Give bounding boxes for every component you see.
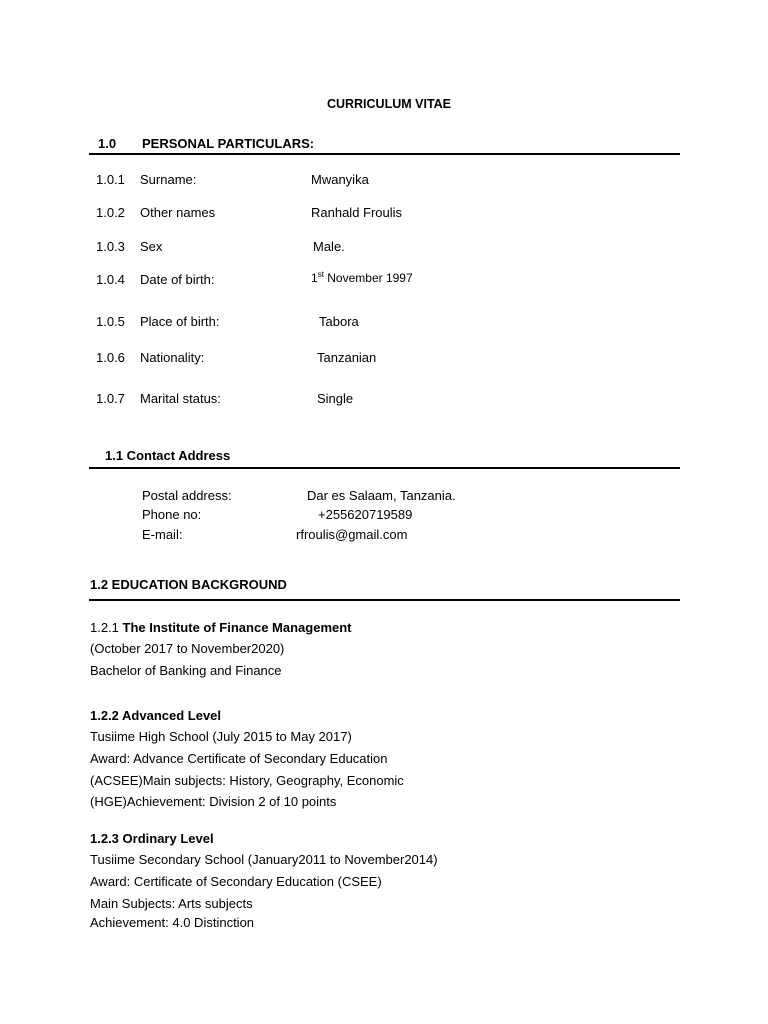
section-divider-contact [89, 467, 680, 469]
row-number: 1.0.4 [96, 272, 125, 287]
ordinary-level-heading: 1.2.3 Ordinary Level [90, 831, 214, 846]
advanced-level-heading: 1.2.2 Advanced Level [90, 708, 222, 723]
advanced-level-line: Tusiime High School (July 2015 to May 2017) [90, 729, 352, 744]
advanced-level-line: (HGE)Achievement: Division 2 of 10 points [90, 794, 337, 809]
section-divider-personal [89, 153, 680, 155]
university-heading [90, 620, 352, 636]
university-degree: Bachelor of Banking and Finance [90, 663, 282, 678]
row-number: 1.0.3 [96, 239, 125, 254]
section-divider-education [89, 599, 680, 601]
row-label: Place of birth: [140, 314, 220, 329]
row-value: Ranhald Froulis [311, 205, 403, 220]
ordinary-level-line: Tusiime Secondary School (January2011 to November2014) [90, 852, 438, 867]
row-label: Nationality: [140, 350, 205, 365]
row-value: Tanzanian [317, 350, 377, 365]
row-number: 1.0.5 [96, 314, 125, 329]
contact-value-postal: Dar es Salaam, Tanzania. [307, 488, 456, 503]
ordinary-level-line: Award: Certificate of Secondary Education (CSEE) [90, 874, 382, 889]
university-name: The Institute of Finance Management [122, 620, 352, 635]
row-label: Date of birth: [140, 272, 215, 287]
row-label: Sex [140, 239, 163, 254]
row-value: Single [317, 391, 354, 406]
row-value: 1st November 1997 [311, 270, 413, 285]
contact-label-postal: Postal address: [142, 488, 232, 503]
row-number: 1.0.2 [96, 205, 125, 220]
ordinary-level-line: Achievement: 4.0 Distinction [90, 915, 255, 930]
advanced-level-line: (ACSEE)Main subjects: History, Geography, Economic [90, 773, 404, 788]
section-heading-personal: PERSONAL PARTICULARS: [142, 136, 315, 151]
row-label: Marital status: [140, 391, 221, 406]
ordinary-level-line: Main Subjects: Arts subjects [90, 896, 253, 911]
row-number: 1.0.6 [96, 350, 125, 365]
row-value: Male. [313, 239, 345, 254]
contact-label-phone: Phone no: [142, 507, 202, 522]
university-period: (October 2017 to November2020) [90, 641, 285, 656]
section-heading-education: 1.2 EDUCATION BACKGROUND [90, 577, 287, 592]
row-number: 1.0.1 [96, 172, 125, 187]
university-number: 1.2.1 [90, 620, 123, 635]
section-heading-contact: 1.1 Contact Address [105, 448, 231, 463]
contact-label-email: E-mail: [142, 527, 183, 542]
row-value: Tabora [319, 314, 359, 329]
row-label: Surname: [140, 172, 197, 187]
row-label: Other names [140, 205, 216, 220]
document-title: CURRICULUM VITAE [326, 97, 452, 111]
row-number: 1.0.7 [96, 391, 125, 406]
contact-value-email: rfroulis@gmail.com [296, 527, 408, 542]
section-number-personal: 1.0 [98, 136, 117, 151]
row-value: Mwanyika [311, 172, 369, 187]
contact-value-phone: +255620719589 [318, 507, 413, 522]
advanced-level-line: Award: Advance Certificate of Secondary Education [90, 751, 388, 766]
